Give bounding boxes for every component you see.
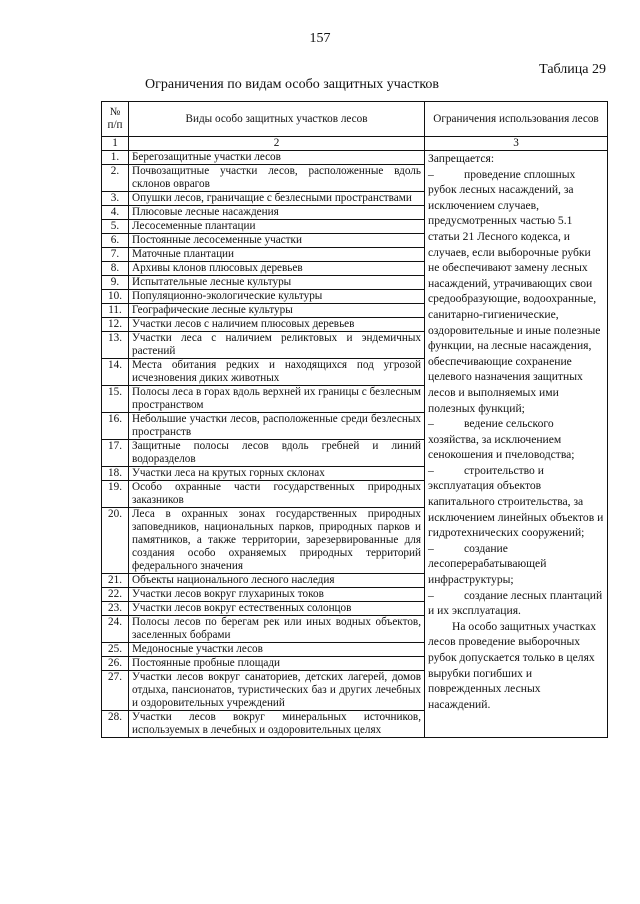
- row-kind: Берегозащитные участки лесов: [129, 151, 425, 165]
- row-number: 26.: [102, 657, 129, 671]
- row-number: 14.: [102, 359, 129, 386]
- row-number: 8.: [102, 262, 129, 276]
- row-number: 1.: [102, 151, 129, 165]
- row-number: 6.: [102, 234, 129, 248]
- row-kind: Места обитания редких и находящихся под угрозой исчезновения диких животных: [129, 359, 425, 386]
- table-caption: Ограничения по видам особо защитных участков: [145, 77, 440, 92]
- row-kind: Участки лесов с наличием плюсовых деревьев: [129, 318, 425, 332]
- table-row: [102, 151, 608, 165]
- row-number: 10.: [102, 290, 129, 304]
- row-kind: Плюсовые лесные насаждения: [129, 206, 425, 220]
- column-index: 3: [425, 137, 608, 151]
- row-number: 28.: [102, 711, 129, 738]
- row-kind: Медоносные участки лесов: [129, 643, 425, 657]
- row-number: 24.: [102, 616, 129, 643]
- row-kind: Небольшие участки лесов, расположенные среди безлесных пространств: [129, 413, 425, 440]
- header-kinds: Виды особо защитных участков лесов: [129, 102, 425, 137]
- row-number: 3.: [102, 192, 129, 206]
- page-number: 157: [309, 31, 331, 46]
- row-number: 11.: [102, 304, 129, 318]
- table-label: Таблица 29: [539, 62, 606, 77]
- row-kind: Архивы клонов плюсовых деревьев: [129, 262, 425, 276]
- row-number: 22.: [102, 588, 129, 602]
- row-number: 15.: [102, 386, 129, 413]
- row-kind: Лесосеменные плантации: [129, 220, 425, 234]
- row-number: 2.: [102, 165, 129, 192]
- row-kind: Участки лесов вокруг санаториев, детских лагерей, домов отдыха, пансионатов, туристических баз и других лечебных и оздоровительных учреждений: [129, 671, 425, 711]
- list-dash: –: [428, 588, 434, 602]
- row-number: 27.: [102, 671, 129, 711]
- restriction-item: проведение сплошных рубок лесных насаждений, за исключением случаев, предусмотренных частью 5.1 статьи 21 Лесного кодекса, и случаев, если выборочные рубки не обеспечивают замену лесных насаждений, утрачивающих свои средообразующие, водоохранные, санитарно-гигиенические, оздоровительные и иные полезные функции, на лесные насаждения, обеспечивающие сохранение целевого назначения защитных лесов и выполняемых ими полезных функций;: [428, 167, 601, 415]
- row-number: 16.: [102, 413, 129, 440]
- row-kind: Популяционно-экологические культуры: [129, 290, 425, 304]
- table-header-row: [102, 102, 608, 137]
- list-dash: –: [428, 167, 434, 181]
- row-kind: Полосы леса в горах вдоль верхней их границы с безлесным пространством: [129, 386, 425, 413]
- row-number: 7.: [102, 248, 129, 262]
- row-number: 4.: [102, 206, 129, 220]
- row-number: 12.: [102, 318, 129, 332]
- row-kind: Участки лесов вокруг минеральных источников, используемых в лечебных и оздоровительных целях: [129, 711, 425, 738]
- row-kind: Постоянные лесосеменные участки: [129, 234, 425, 248]
- restriction-item: создание лесных плантаций и их эксплуатация.: [428, 588, 603, 618]
- row-number: 5.: [102, 220, 129, 234]
- row-kind: Особо охранные части государственных природных заказников: [129, 481, 425, 508]
- column-index: 1: [102, 137, 129, 151]
- column-index-row: [102, 137, 608, 151]
- row-number: 19.: [102, 481, 129, 508]
- restriction-item: ведение сельского хозяйства, за исключением сенокошения и пчеловодства;: [428, 417, 575, 462]
- row-number: 18.: [102, 467, 129, 481]
- row-number: 20.: [102, 508, 129, 574]
- row-kind: Объекты национального лесного наследия: [129, 574, 425, 588]
- row-kind: Участки леса на крутых горных склонах: [129, 467, 425, 481]
- restriction-item: создание лесоперерабатывающей инфраструктуры;: [428, 541, 547, 587]
- row-number: 25.: [102, 643, 129, 657]
- restrictions-cell: [425, 151, 608, 738]
- row-number: 23.: [102, 602, 129, 616]
- list-dash: –: [428, 417, 434, 431]
- row-kind: Участки леса с наличием реликтовых и эндемичных растений: [129, 332, 425, 359]
- row-kind: Защитные полосы лесов вдоль гребней и линий водоразделов: [129, 440, 425, 467]
- restriction-item: строительство и эксплуатация объектов капитального строительства, за исключением линейных объектов и гидротехнических сооружений;: [428, 463, 604, 540]
- row-kind: Полосы лесов по берегам рек или иных водных объектов, заселенных бобрами: [129, 616, 425, 643]
- restrictions-closing: На особо защитных участках лесов проведение выборочных рубок допускается только в целях вырубки погибших и поврежденных лесных насаждений.: [428, 619, 597, 711]
- list-dash: –: [428, 541, 434, 555]
- row-kind: Географические лесные культуры: [129, 304, 425, 318]
- row-number: 13.: [102, 332, 129, 359]
- row-kind: Почвозащитные участки лесов, расположенные вдоль склонов оврагов: [129, 165, 425, 192]
- row-kind: Участки лесов вокруг глухариных токов: [129, 588, 425, 602]
- row-kind: Леса в охранных зонах государственных природных заповедников, национальных парков, природных парков и памятников, а также территории, зарезервированные для создания особо охраняемых природных территорий федерального значения: [129, 508, 425, 574]
- list-dash: –: [428, 463, 434, 477]
- row-kind: Участки лесов вокруг естественных солонцов: [129, 602, 425, 616]
- header-num: № п/п: [102, 102, 129, 137]
- row-kind: Постоянные пробные площади: [129, 657, 425, 671]
- row-number: 21.: [102, 574, 129, 588]
- restrictions-table: [101, 101, 608, 738]
- row-number: 9.: [102, 276, 129, 290]
- row-kind: Маточные плантации: [129, 248, 425, 262]
- restrictions-intro: Запрещается:: [428, 152, 495, 165]
- row-number: 17.: [102, 440, 129, 467]
- column-index: 2: [129, 137, 425, 151]
- row-kind: Испытательные лесные культуры: [129, 276, 425, 290]
- header-restrictions: Ограничения использования лесов: [425, 102, 608, 137]
- row-kind: Опушки лесов, граничащие с безлесными пространствами: [129, 192, 425, 206]
